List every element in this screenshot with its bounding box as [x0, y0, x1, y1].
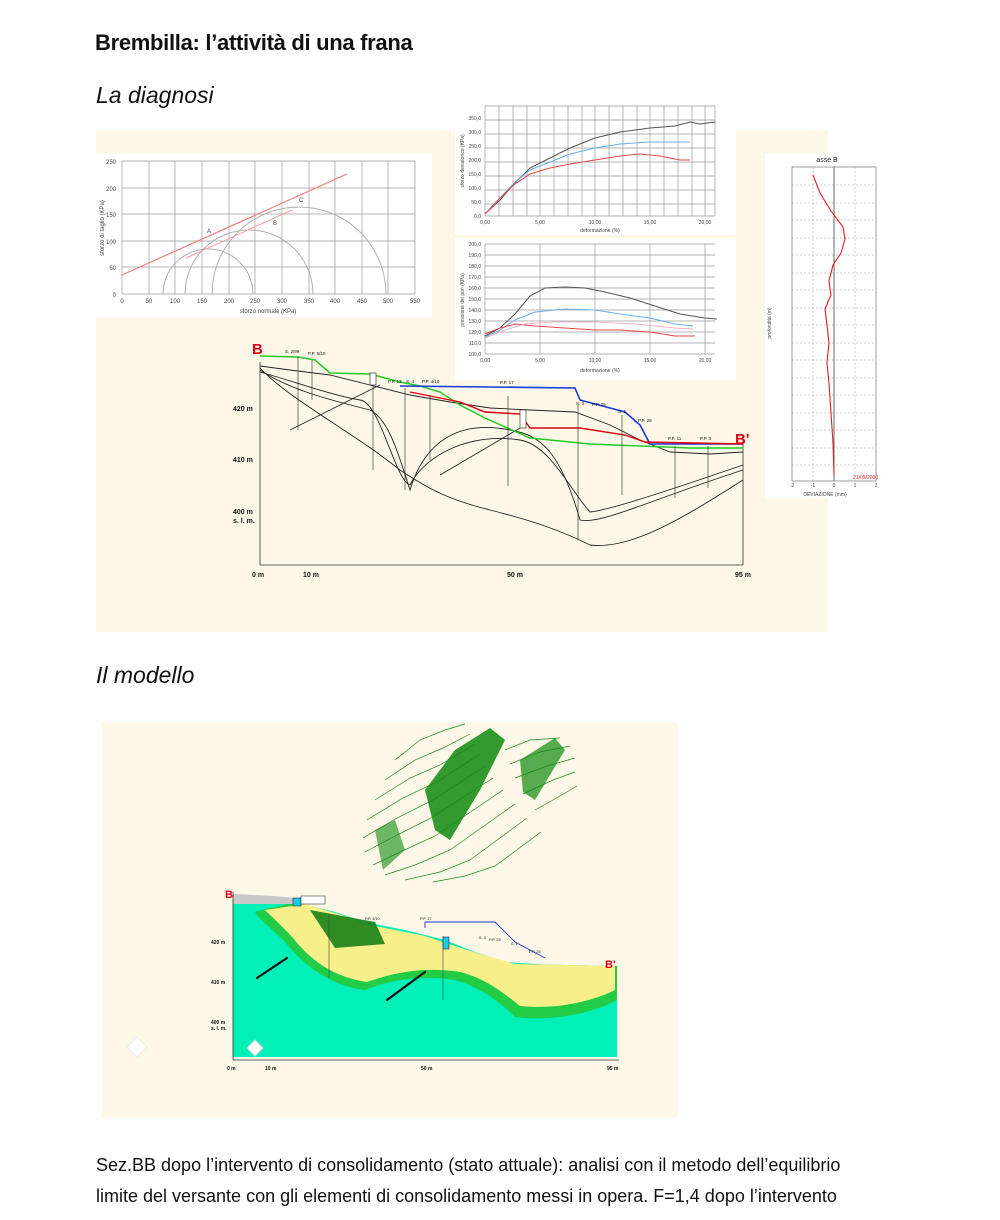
section-elev-label: 400 m [233, 509, 253, 516]
caption-line-2: limite del versante con gli elementi di consolidamento messi in opera. F=1,4 dopo l’intervento [96, 1186, 837, 1206]
tri-bot-xlabel: deformazione (%) [580, 368, 620, 374]
heading-modello: Il modello [96, 662, 195, 688]
tri-top-ytick: 0,0 [474, 214, 481, 220]
model-elev-label: 420 m [211, 940, 226, 946]
mohr-ytick: 100 [105, 240, 116, 246]
mohr-xtick: 250 [249, 299, 261, 305]
mohr-point-label: A [207, 229, 212, 235]
borehole-label: S. 3 [576, 401, 585, 406]
incl-xtick: -1 [810, 483, 816, 489]
page-title: Brembilla: l’attività di una frana [95, 30, 413, 55]
model-elev-label: 410 m [211, 980, 226, 986]
tri-bot-xtick: 15,00 [643, 358, 657, 364]
model-dist-label: 0 m [227, 1066, 236, 1072]
mohr-xtick: 400 [329, 299, 341, 305]
tri-top-xlabel: deformazione (%) [580, 228, 620, 234]
borehole-label: S. 2/99 [285, 349, 300, 354]
incl-xtick: 0 [832, 483, 836, 489]
tri-top-ytick: 350,0 [468, 116, 481, 122]
tri-top-ytick: 150,0 [468, 172, 481, 178]
borehole-label: P.P. 17 [500, 380, 514, 385]
section-dist-label: 10 m [303, 572, 319, 579]
tri-bot-ytick: 120,0 [468, 330, 481, 336]
mohr-xtick: 150 [196, 299, 208, 305]
section-label-b-prime: B' [735, 431, 750, 448]
tri-bot-ytick: 190,0 [468, 253, 481, 259]
section-dist-label: 50 m [507, 572, 523, 579]
tri-bot-xtick: 20,00 [698, 358, 712, 364]
model-dist-label: 50 m [421, 1066, 433, 1072]
borehole-label: P.P. 29 [638, 418, 652, 423]
tri-bot-ytick: 130,0 [468, 319, 481, 325]
model-dist-label: 10 m [265, 1066, 277, 1072]
mohr-xtick: 200 [223, 299, 235, 305]
model-label-b: B [225, 889, 233, 901]
borehole-label: P.P. 5/10 [308, 351, 326, 356]
section-dist-label: 95 m [735, 572, 751, 579]
tri-bot-ytick: 180,0 [468, 264, 481, 270]
model-elev-label: s. l. m. [211, 1026, 227, 1032]
borehole-label: P.P. 4/10 [422, 379, 440, 384]
incl-xtick: 2 [874, 483, 878, 489]
mohr-xtick: 350 [303, 299, 315, 305]
mohr-ylabel: sforzo di taglio (KPa) [100, 200, 106, 256]
tri-top-xtick: 20,00 [698, 220, 712, 226]
tri-bot-ylabel: pressione dei pori (KPa) [460, 273, 466, 327]
caption [96, 1150, 916, 1212]
model-borehole-label: P.P. 29 [529, 950, 541, 954]
tri-top-xtick: 5,00 [535, 220, 545, 226]
tri-top-ytick: 50,0 [471, 200, 481, 206]
model-borehole-label: P.P. 17 [420, 917, 432, 921]
borehole-label: P.P. 13 [388, 379, 402, 384]
borehole-label: S. 4 [406, 379, 415, 384]
section-dist-label: 0 m [252, 572, 265, 579]
section-elev-label: s. l. m. [233, 518, 255, 525]
mohr-xtick: 450 [356, 299, 368, 305]
tri-bot-ytick: 200,0 [468, 242, 481, 248]
mohr-xtick: 300 [276, 299, 288, 305]
model-borehole-label: S. 1 [511, 942, 518, 946]
caption-line-1: Sez.BB dopo l’intervento di consolidamento (stato attuale): analisi con il metodo dell’equilibrio [96, 1155, 841, 1175]
inclinometer-chart [765, 153, 880, 498]
tri-top-ytick: 300,0 [468, 130, 481, 136]
tri-top-ytick: 250,0 [468, 144, 481, 150]
tri-bot-ytick: 170,0 [468, 275, 481, 281]
model-section [211, 882, 635, 1082]
topographic-map [355, 720, 577, 882]
incl-xlabel: DEVIAZIONE (mm) [803, 492, 847, 498]
section-elev-label: 410 m [233, 457, 253, 464]
model-dist-label: 95 m [607, 1066, 619, 1072]
tri-bot-xtick: 5,00 [535, 358, 545, 364]
mohr-ytick: 50 [109, 266, 116, 272]
mohr-xlabel: sforzo normale (KPa) [239, 309, 297, 315]
mohr-point-label: B [273, 221, 278, 227]
model-label-b-prime: B' [605, 959, 616, 971]
mohr-ytick: 200 [105, 187, 116, 193]
model-decorative-diamond [125, 1035, 149, 1064]
mohr-xtick: 0 [120, 299, 124, 305]
mohr-xtick: 100 [169, 299, 181, 305]
mohr-ytick: 250 [105, 160, 116, 166]
triaxial-deviator-chart [455, 98, 736, 235]
model-borehole-label: P.P. 25 [489, 938, 501, 942]
mohr-point-label: C [299, 198, 304, 204]
tri-top-xtick: 0,00 [480, 220, 490, 226]
section-label-b: B [252, 341, 263, 358]
tri-bot-ytick: 140,0 [468, 308, 481, 314]
incl-legend: 21/09/2000 [853, 475, 879, 481]
borehole-label: S. 1 [618, 409, 627, 414]
mohr-xtick: 550 [409, 299, 421, 305]
heading-diagnosi: La diagnosi [96, 82, 214, 108]
tri-bot-ytick: 100,0 [468, 352, 481, 358]
tri-bot-xtick: 0,00 [480, 358, 490, 364]
incl-ylabel: profondità (m) [767, 307, 773, 339]
tri-bot-ytick: 160,0 [468, 286, 481, 292]
model-borehole-label: S. 3 [479, 936, 486, 940]
tri-top-ytick: 100,0 [468, 186, 481, 192]
mohr-xtick: 50 [145, 299, 153, 305]
incl-xtick: -2 [789, 483, 795, 489]
tri-top-xtick: 10,00 [588, 220, 602, 226]
mohr-ytick: 0 [112, 293, 116, 299]
mohr-ytick: 150 [105, 213, 116, 219]
borehole-label: P.P. 25 [592, 402, 606, 407]
borehole-label: P.P. 3 [700, 436, 712, 441]
borehole-label: P.P. 11 [668, 436, 682, 441]
mohr-chart [96, 153, 432, 317]
model-elev-label: 400 m [211, 1020, 226, 1026]
geological-section [230, 340, 760, 585]
tri-top-ylabel: sforzo deviatorico (KPa) [460, 134, 466, 188]
tri-bot-xtick: 10,00 [588, 358, 602, 364]
inclinometer-title: asse B [816, 157, 838, 164]
tri-bot-ytick: 150,0 [468, 297, 481, 303]
tri-top-ytick: 200,0 [468, 158, 481, 164]
tri-bot-ytick: 110,0 [468, 341, 481, 347]
tri-top-xtick: 15,00 [643, 220, 657, 226]
incl-xtick: 1 [853, 483, 857, 489]
mohr-xtick: 500 [382, 299, 394, 305]
model-borehole-label: P.P. 4/10 [365, 917, 380, 921]
section-elev-label: 420 m [233, 406, 253, 413]
